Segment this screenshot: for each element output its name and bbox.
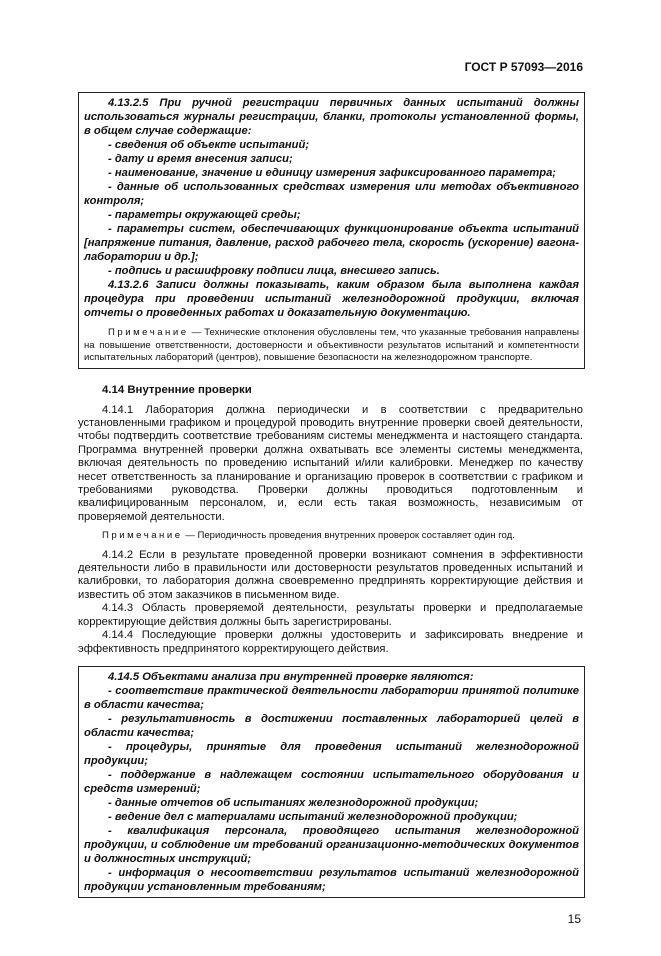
list-item: - поддержание в надлежащем состоянии испытательного оборудования и средств измерений; (84, 768, 579, 795)
paragraph: 4.14.5 Объектами анализа при внутренней проверке являются: (108, 670, 474, 683)
section-heading: 4.14 Внутренние проверки (102, 383, 252, 396)
paragraph: 4.13.2.6 Записи должны показывать, каким образом была выполнена каждая процедура при проведении испытаний железнодорожной продукции, включая отчеты о проведенных работах и доказательную документацию. (84, 279, 579, 319)
document-id: ГОСТ Р 57093—2016 (464, 60, 583, 74)
list-item: - подпись и расшифровку подписи лица, внесшего запись. (108, 265, 440, 277)
list-item: - параметры окружающей среды; (108, 209, 301, 221)
list-item: - информация о несоответствии результатов испытаний железнодорожной продукции установленным требованиям; (84, 866, 579, 893)
list-item: - результативность в достижении поставленных лабораторией целей в области качества; (84, 712, 579, 739)
paragraph: 4.14.2 Если в результате проведенной проверки возникают сомнения в эффективности деятельности либо в правильности или достоверности результатов проведенных испытаний и калибровки, то лаборатория должна своевременно предпринять корректирующие действия и известить об этом заказчиков в письменном виде. (78, 548, 583, 601)
boxed-clause-4-13-2 (78, 92, 585, 369)
list-item: - ведение дел с материалами испытаний железнодорожной продукции; (108, 810, 518, 823)
note (78, 530, 583, 543)
boxed-clause-4-14-5 (78, 666, 585, 898)
paragraph: 4.14.4 Последующие проверки должны удостоверить и зафиксировать внедрение и эффективность предпринятого корректирующего действия. (78, 629, 583, 655)
list-item: - данные об использованных средствах измерения или методах объективного контроля; (84, 181, 579, 207)
list-item: - дату и время внесения записи; (108, 153, 293, 165)
list-item: - данные отчетов об испытаниях железнодорожной продукции; (108, 796, 479, 809)
paragraph: 4.13.2.5 При ручной регистрации первичных данных испытаний должны использоваться журналы регистрации, бланки, протоколы установленной формы, в общем случае содержащие: (84, 97, 579, 137)
page-number: 15 (567, 911, 581, 926)
list-item: - наименование, значение и единицу измерения зафиксированного параметра; (108, 167, 557, 179)
list-item: - процедуры, принятые для проведения испытаний железнодорожной продукции; (84, 740, 579, 767)
note (84, 327, 579, 365)
note-text: — Периодичность проведения внутренних проверок составляет один год. (182, 530, 515, 542)
paragraph: 4.14.3 Область проверяемой деятельности, результаты проверки и предполагаемые корректирующие действия должны быть зарегистрированы. (78, 602, 583, 628)
list-item: - параметры систем, обеспечивающих функционирование объекта испытаний [напряжение питания, давление, расход рабочего тела, скорость (ускорение) вагона-лаборатории и др.]; (84, 223, 579, 263)
section-4-14 (78, 383, 583, 656)
list-item: - квалификация персонала, проводящего испытания железнодорожной продукции, и соблюдение им требований организационно-методических документов и должностных инструкций; (84, 824, 579, 865)
note-label: Примечание (102, 530, 183, 542)
paragraph: 4.14.1 Лаборатория должна периодически и в соответствии с предварительно установленными графиком и процедурой проводить внутренние проверки своей деятельности, чтобы подтвердить соответствие требованиям системы менеджмента и настоящего стандарта. Программа внутренней проверки должна охватывать все элементы системы менеджмента, включая деятельность по проведению испытаний и/или калибровки. Менеджер по качеству несет ответственность за планирование и организацию проверок в соответствии с графиком и требованиями руководства. Проверки должны проводиться подготовленным и квалифицированным персоналом, и, если есть такая возможность, независимым от проверяемой деятельности. (78, 403, 583, 523)
note-label: Примечание (108, 327, 189, 338)
list-item: - сведения об объекте испытаний; (108, 139, 310, 151)
note-text: — Технические отклонения обусловлены тем, что указанные требования направлены на повышение ответственности, достоверности и объективности результатов испытаний и компетентности испытательных лабораторий (центров), повышение безопасности на железнодорожном транспорте. (84, 327, 579, 363)
list-item: - соответствие практической деятельности лаборатории принятой политике в области качества; (84, 684, 579, 711)
